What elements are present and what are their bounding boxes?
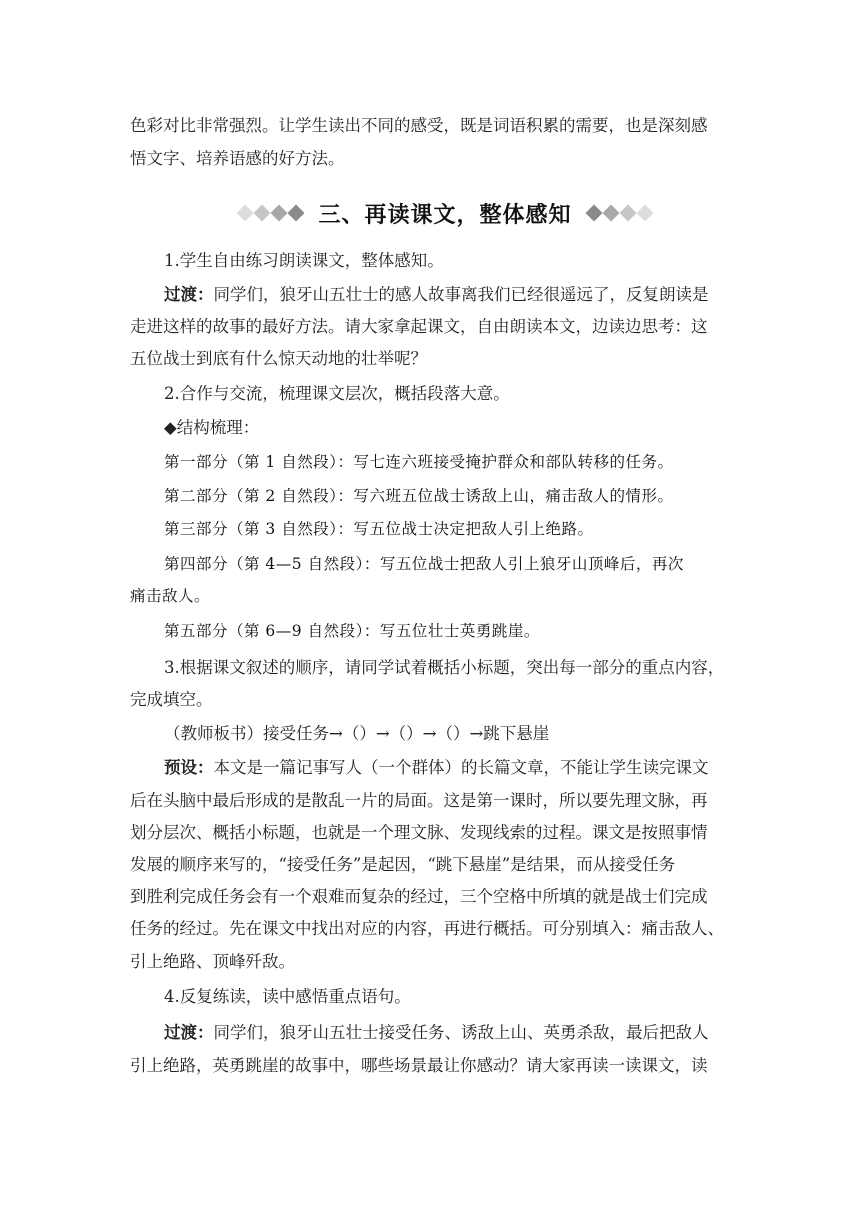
point-3-line-2: 完成填空。 [130,690,213,709]
section-heading [205,196,685,230]
structure-part-2: 第二部分（第 2 自然段）：写六班五位战士诱敌上山，痛击敌人的情形。 [164,487,674,505]
transition-label: 过渡： [164,1023,214,1042]
structure-part-1: 第一部分（第 1 自然段）：写七连六班接受掩护群众和部队转移的任务。 [164,453,674,471]
transition-1-line-3: 五位战士到底有什么惊天动地的壮举呢？ [130,349,427,368]
teacher-board: （教师板书）接受任务→（）→（）→（）→跳下悬崖 [164,724,550,743]
structure-part-5: 第五部分（第 6—9 自然段）：写五位壮士英勇跳崖。 [164,622,540,640]
diamond-icon [237,205,254,222]
diamond-icon [271,205,288,222]
preset-label: 预设： [164,758,214,777]
preset-line-6: 任务的经过。先在课文中找出对应的内容，再进行概括。可分别填入：痛击敌人、 [130,919,724,938]
diamond-icon [288,205,305,222]
transition-2-line-2: 引上绝路，英勇跳崖的故事中，哪些场景最让你感动？请大家再读一读课文，读 [130,1056,708,1075]
structure-part-4-line-2: 痛击敌人。 [130,587,211,605]
diamond-icon [602,205,619,222]
preset-line-7: 引上绝路、顶峰歼敌。 [130,952,295,971]
transition-2-line-1: 过渡：同学们，狼牙山五壮士接受任务、诱敌上山、英勇杀敌，最后把敌人 [164,1023,709,1042]
diamond-row-icon [588,207,651,219]
point-2: 2.合作与交流，梳理课文层次，概括段落大意。 [164,384,510,403]
transition-label: 过渡： [164,285,214,304]
transition-1-line-1: 过渡：同学们，狼牙山五壮士的感人故事离我们已经很遥远了，反复朗读是 [164,285,709,304]
preset-line-3: 划分层次、概括小标题，也就是一个理文脉、发现线索的过程。课文是按照事情 [130,823,708,842]
diamond-icon [619,205,636,222]
diamond-icon [254,205,271,222]
diamond-row-icon [239,207,302,219]
point-3-line-1: 3.根据课文叙述的顺序，请同学试着概括小标题，突出每一部分的重点内容， [164,658,725,677]
preset-line-4: 发展的顺序来写的，“接受任务”是起因，“跳下悬崖”是结果，而从接受任务 [130,855,676,874]
transition-1-line-2: 走进这样的故事的最好方法。请大家拿起课文，自由朗读本文，边读边思考：这 [130,317,708,336]
point-1: 1.学生自由练习朗读课文，整体感知。 [164,251,444,270]
diamond-icon [636,205,653,222]
preset-line-5: 到胜利完成任务会有一个艰难而复杂的经过，三个空格中所填的就是战士们完成 [130,887,708,906]
intro-line-1: 色彩对比非常强烈。让学生读出不同的感受，既是词语积累的需要，也是深刻感 [130,116,708,135]
structure-part-3: 第三部分（第 3 自然段）：写五位战士决定把敌人引上绝路。 [164,520,594,538]
structure-part-4-line-1: 第四部分（第 4—5 自然段）：写五位战士把敌人引上狼牙山顶峰后，再次 [164,555,684,573]
point-4: 4.反复练读，读中感悟重点语句。 [164,987,411,1006]
section-title: 三、再读课文，整体感知 [318,202,572,228]
preset-line-1: 预设：本文是一篇记事写人（一个群体）的长篇文章，不能让学生读完课文 [164,758,709,777]
intro-line-2: 悟文字、培养语感的好方法。 [130,149,345,168]
preset-line-2: 后在头脑中最后形成的是散乱一片的局面。这是第一课时，所以要先理文脉，再 [130,791,708,810]
diamond-icon [585,205,602,222]
structure-heading: ◆结构梳理： [164,418,260,437]
